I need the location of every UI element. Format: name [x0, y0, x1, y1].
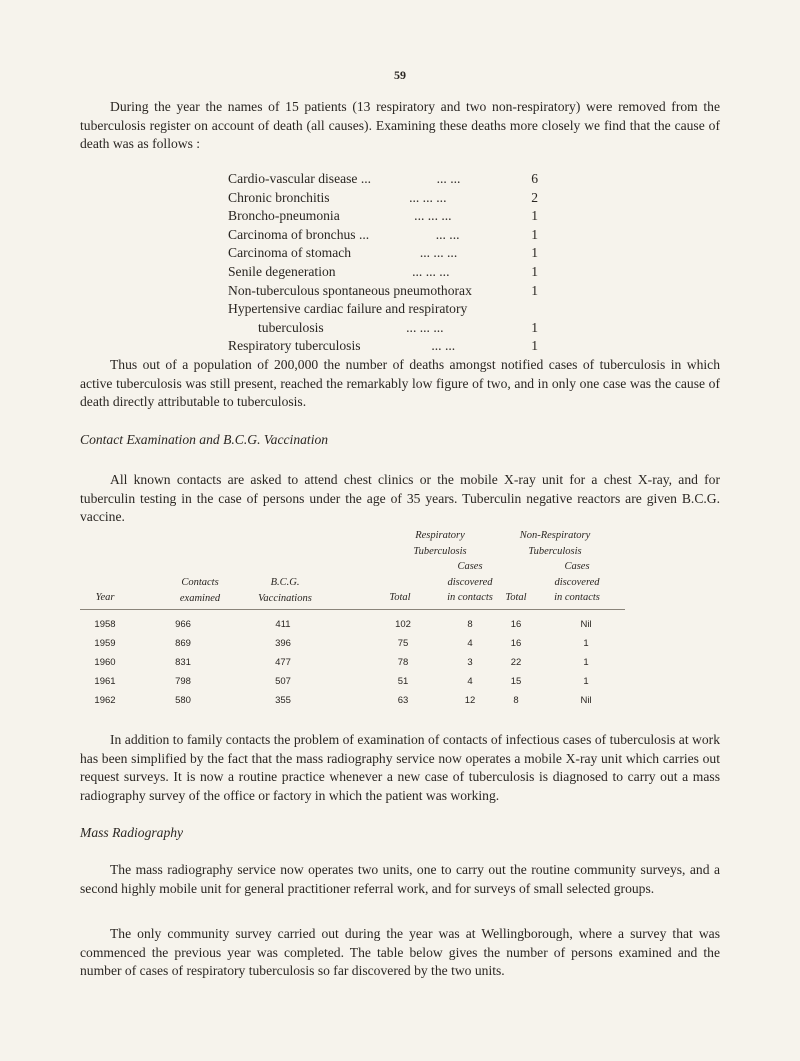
cause-row: [228, 300, 538, 319]
table-header-rule: [80, 609, 625, 610]
col-header-resp-cases: Cases discovered in contacts: [447, 561, 493, 603]
cell-resp-cases: 8: [467, 619, 473, 630]
cell-year: 1960: [94, 657, 116, 668]
cause-row: [228, 282, 538, 301]
cause-label: Broncho-pneumonia: [228, 208, 340, 224]
cell-resp-total: 63: [397, 695, 409, 706]
cell-bcg: 355: [275, 695, 291, 706]
cell-bcg: 396: [275, 638, 291, 649]
contact-section-heading: Contact Examination and B.C.G. Vaccination: [80, 432, 329, 447]
cell-contacts: 831: [175, 657, 191, 668]
cell-nonresp-cases: 1: [583, 676, 589, 687]
cell-nonresp-total: 16: [510, 638, 522, 649]
cause-label: Carcinoma of stomach: [228, 245, 352, 261]
cell-bcg: 507: [275, 676, 291, 687]
cell-nonresp-total: 22: [510, 657, 522, 668]
cause-label: Hypertensive cardiac failure and respiratory: [228, 301, 468, 317]
cause-count: [526, 300, 538, 319]
cause-count: 1: [531, 245, 538, 261]
intro-paragraph: During the year the names of 15 patients (13 respiratory and two non-respiratory) were removed from the tuberculosis register on account of death (all causes). Examining these deaths more closely we find that the cause of death was as follows :: [80, 99, 720, 151]
cause-count: 1: [531, 226, 538, 242]
family-contacts-paragraph: In addition to family contacts the problem of examination of contacts of infectious cases of tuberculosis at work has been simplified by the fact that the mass radiography service now operates a mobile X-ray unit which carries out request surveys. It is now a routine practice whenever a new case of tuberculosis is diagnosed to carry out a mass radiography survey of the office or factory in which the patient was working.: [80, 732, 720, 803]
cause-label: Non-tuberculous spontaneous pneumothorax: [228, 282, 472, 298]
col-header-bcg: B.C.G. Vaccinations: [258, 577, 312, 604]
cause-dots: ... ...: [431, 338, 456, 354]
cause-dots: ... ... ...: [412, 263, 450, 279]
cell-bcg: 477: [275, 657, 291, 668]
cause-row: [228, 319, 538, 338]
cell-nonresp-cases: Nil: [580, 619, 592, 630]
summary-paragraph: Thus out of a population of 200,000 the number of deaths amongst notified cases of tuberculosis in which active tuberculosis was still present, reached the remarkably low figure of two, and in only one case was the cause of death directly attributable to tuberculosis.: [80, 357, 720, 409]
cell-resp-total: 51: [397, 676, 409, 687]
cause-dots: ... ... ...: [419, 245, 458, 261]
cause-count: 1: [531, 263, 538, 279]
cell-resp-total: 102: [395, 619, 411, 630]
cell-resp-total: 75: [397, 638, 409, 649]
cell-resp-cases: 4: [467, 676, 473, 687]
cause-label: Carcinoma of bronchus ...: [228, 226, 370, 242]
cause-dots: ... ... ...: [414, 208, 452, 224]
cell-resp-total: 78: [397, 657, 409, 668]
causes-of-death-list: [228, 170, 538, 356]
cause-count: 1: [531, 338, 538, 354]
page-number: 59: [394, 68, 406, 82]
cell-year: 1961: [94, 676, 116, 687]
cell-resp-cases: 12: [464, 695, 476, 706]
cell-contacts: 869: [175, 638, 191, 649]
cause-row: [228, 226, 538, 245]
cell-nonresp-total: 8: [513, 695, 519, 706]
cause-row: [228, 207, 538, 226]
cell-nonresp-total: 16: [510, 619, 522, 630]
cell-year: 1958: [94, 619, 116, 630]
respiratory-group-header: Respiratory Tuberculosis: [413, 530, 467, 557]
cause-dots: ... ... ...: [406, 319, 444, 335]
cause-label: Respiratory tuberculosis: [228, 338, 361, 354]
cell-year: 1962: [94, 695, 116, 706]
cell-year: 1959: [94, 638, 116, 649]
cause-dots: ... ... ...: [409, 189, 447, 205]
cell-bcg: 411: [275, 619, 291, 630]
cause-dots: ... ...: [435, 226, 460, 242]
cause-count: 6: [531, 171, 538, 186]
cell-contacts: 580: [175, 695, 191, 706]
cell-resp-cases: 3: [467, 657, 473, 668]
cause-row: [228, 337, 538, 356]
cause-row: [228, 189, 538, 208]
cause-row: [228, 263, 538, 282]
col-header-resp-total: Total: [389, 592, 411, 603]
cell-nonresp-cases: 1: [583, 657, 589, 668]
cell-resp-cases: 4: [467, 638, 473, 649]
mass-radiography-heading: Mass Radiography: [80, 825, 184, 840]
col-header-nonresp-total: Total: [505, 592, 527, 603]
cause-dots: ... ...: [436, 171, 461, 186]
cause-count: 1: [531, 319, 538, 335]
col-header-contacts: Contacts examined: [179, 577, 221, 604]
cause-row: [228, 170, 538, 189]
cell-contacts: 966: [175, 619, 191, 630]
cell-contacts: 798: [175, 676, 191, 687]
cause-label: Cardio-vascular disease ...: [228, 171, 372, 186]
cause-count: 1: [531, 208, 538, 224]
cell-nonresp-cases: 1: [583, 638, 589, 649]
col-header-year: Year: [95, 592, 115, 603]
contact-paragraph: All known contacts are asked to attend chest clinics or the mobile X-ray unit for a chest X-ray, and for tuberculin testing in the case of persons under the age of 35 years. Tuberculin negative reactors are given B.C.G. vaccine.: [80, 472, 720, 524]
cell-nonresp-cases: Nil: [580, 695, 592, 706]
cause-count: 2: [531, 189, 538, 205]
mass-paragraph-1: The mass radiography service now operates two units, one to carry out the routine community surveys, and a second highly mobile unit for general practitioner referral work, and for surveys of small selected groups.: [80, 862, 720, 896]
cell-nonresp-total: 15: [510, 676, 522, 687]
cause-label: tuberculosis: [258, 319, 324, 335]
cause-row: [228, 244, 538, 263]
cause-count: 1: [531, 282, 538, 298]
mass-paragraph-2: The only community survey carried out during the year was at Wellingborough, where a survey that was commenced the previous year was completed. The table below gives the number of persons examined and the number of cases of respiratory tuberculosis so far discovered by the two units.: [80, 926, 720, 978]
col-header-nonresp-cases: Cases discovered in contacts: [554, 561, 600, 603]
cause-label: Chronic bronchitis: [228, 189, 330, 205]
cause-label: Senile degeneration: [228, 263, 336, 279]
non-respiratory-group-header: Non-Respiratory Tuberculosis: [519, 530, 591, 557]
